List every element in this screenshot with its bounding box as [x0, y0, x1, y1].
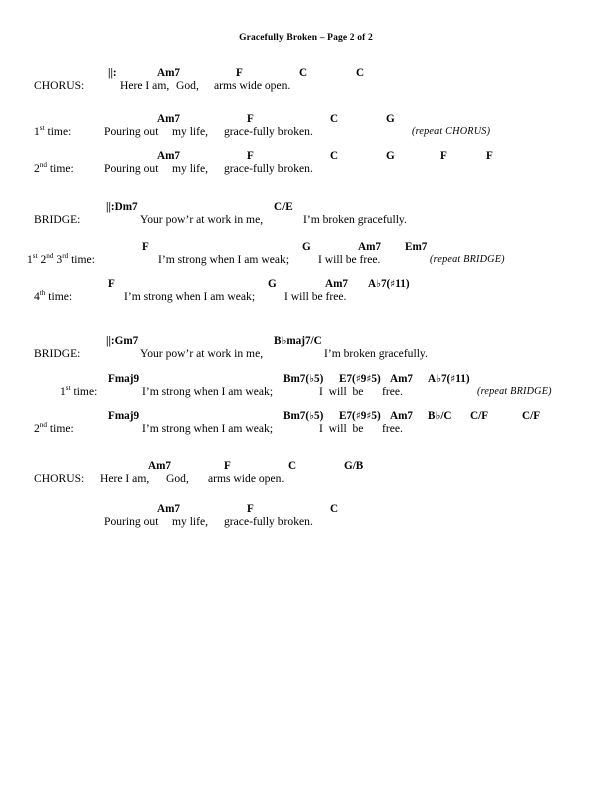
lyric-text: Pouring out [104, 162, 159, 175]
chord-symbol: Am7 [325, 278, 348, 290]
section-label: BRIDGE: [34, 347, 81, 360]
song-line [0, 502, 612, 534]
chord-symbol: Fmaj9 [108, 373, 140, 385]
chord-symbol: C [330, 150, 339, 162]
lyric-text: my life, [172, 162, 209, 175]
chord-symbol: ||:Dm7 [106, 201, 138, 213]
chord-symbol: F [486, 150, 493, 162]
chord-symbol: G [302, 241, 311, 253]
chord-symbol: Bm7(♭5) [283, 373, 324, 385]
chord-symbol: G/B [344, 460, 364, 472]
song-line [0, 112, 612, 144]
chord-symbol: F [247, 150, 254, 162]
lyric-text: I will be [319, 422, 364, 435]
lyric-text: I’m strong when I am weak; [158, 253, 290, 266]
song-line [0, 334, 612, 366]
repeat-instruction: (repeat BRIDGE) [477, 386, 552, 397]
section-label: 4th time: [34, 289, 73, 303]
section-label: 1st 2nd 3rd time: [27, 252, 95, 266]
lyric-text: I will be [319, 385, 364, 398]
section-label: 2nd time: [34, 421, 74, 435]
section-label: CHORUS: [34, 472, 85, 485]
chord-symbol: C [288, 460, 297, 472]
lyric-row [0, 515, 612, 530]
lyric-text: I’m strong when I am weak; [142, 422, 274, 435]
chord-symbol: C [330, 503, 339, 515]
lyric-text: my life, [172, 515, 209, 528]
chord-symbol: F [236, 67, 243, 79]
chord-symbol: E7(♯9♯5) [339, 373, 381, 385]
lyric-text: grace-fully broken. [224, 125, 313, 138]
lyric-text: Your pow’r at work in me, [140, 347, 264, 360]
lyric-text: God, [166, 472, 189, 485]
chord-symbol: B♭maj7/C [274, 335, 322, 347]
lyric-text: Pouring out [104, 125, 159, 138]
chord-symbol: C/F [470, 410, 489, 422]
song-line [0, 149, 612, 181]
lyric-text: I will be free. [284, 290, 347, 303]
chord-symbol: C [299, 67, 308, 79]
lyric-row [0, 213, 612, 228]
chord-symbol: G [386, 113, 395, 125]
repeat-instruction: (repeat BRIDGE) [430, 254, 505, 265]
chord-symbol: B♭/C [428, 410, 452, 422]
song-line [0, 277, 612, 309]
chord-symbol: G [386, 150, 395, 162]
section-label: 1st time: [60, 384, 98, 398]
chord-symbol: Am7 [157, 503, 180, 515]
chord-symbol: ||: [108, 67, 117, 79]
lyric-row [0, 385, 612, 400]
lyric-text: I will be free. [318, 253, 381, 266]
chord-symbol: E7(♯9♯5) [339, 410, 381, 422]
chord-symbol: G [268, 278, 277, 290]
chord-symbol: Am7 [148, 460, 171, 472]
lyric-row [0, 125, 612, 140]
lyric-row [0, 347, 612, 362]
chord-symbol: C/E [274, 201, 293, 213]
lyric-text: I’m broken gracefully. [324, 347, 428, 360]
lyric-text: arms wide open. [208, 472, 285, 485]
lyric-text: Your pow’r at work in me, [140, 213, 264, 226]
lyric-row [0, 290, 612, 305]
lyric-row [0, 422, 612, 437]
lyric-text: free. [382, 422, 403, 435]
chord-symbol: Em7 [405, 241, 428, 253]
lyric-text: arms wide open. [214, 79, 291, 92]
chord-symbol: C [330, 113, 339, 125]
chord-symbol: F [440, 150, 447, 162]
song-line [0, 66, 612, 98]
lyric-text: my life, [172, 125, 209, 138]
section-label: CHORUS: [34, 79, 85, 92]
chord-symbol: F [108, 278, 115, 290]
lyric-text: grace-fully broken. [224, 162, 313, 175]
chord-symbol: F [247, 113, 254, 125]
chord-symbol: F [247, 503, 254, 515]
chord-symbol: F [142, 241, 149, 253]
chord-symbol: C [356, 67, 365, 79]
chord-symbol: Am7 [157, 67, 180, 79]
chord-symbol: A♭7(♯11) [368, 278, 410, 290]
chord-symbol: Bm7(♭5) [283, 410, 324, 422]
repeat-instruction: (repeat CHORUS) [412, 126, 491, 137]
song-line [0, 409, 612, 441]
section-label: 1st time: [34, 124, 72, 138]
chord-symbol: Am7 [157, 113, 180, 125]
page-title: Gracefully Broken – Page 2 of 2 [239, 33, 373, 43]
section-label: BRIDGE: [34, 213, 81, 226]
chord-symbol: A♭7(♯11) [428, 373, 470, 385]
chord-symbol: F [224, 460, 231, 472]
lyric-text: I’m strong when I am weak; [124, 290, 256, 303]
chord-symbol: C/F [522, 410, 541, 422]
chord-symbol: Am7 [157, 150, 180, 162]
song-line [0, 459, 612, 491]
lyric-text: I’m strong when I am weak; [142, 385, 274, 398]
lyric-row [0, 253, 612, 268]
lyric-text: grace-fully broken. [224, 515, 313, 528]
lyric-row [0, 79, 612, 94]
lyric-text: free. [382, 385, 403, 398]
song-line [0, 372, 612, 404]
chord-symbol: Fmaj9 [108, 410, 140, 422]
chord-symbol: ||:Gm7 [106, 335, 139, 347]
lyric-text: Pouring out [104, 515, 159, 528]
lyric-text: Here I am, [100, 472, 150, 485]
song-line [0, 240, 612, 272]
section-label: 2nd time: [34, 161, 74, 175]
lyric-text: I’m broken gracefully. [303, 213, 407, 226]
chord-symbol: Am7 [358, 241, 381, 253]
lyric-text: Here I am, [120, 79, 170, 92]
chord-symbol: Am7 [390, 373, 413, 385]
chord-symbol: Am7 [390, 410, 413, 422]
lyric-text: God, [176, 79, 199, 92]
lyric-row [0, 472, 612, 487]
lyric-row [0, 162, 612, 177]
song-line [0, 200, 612, 232]
